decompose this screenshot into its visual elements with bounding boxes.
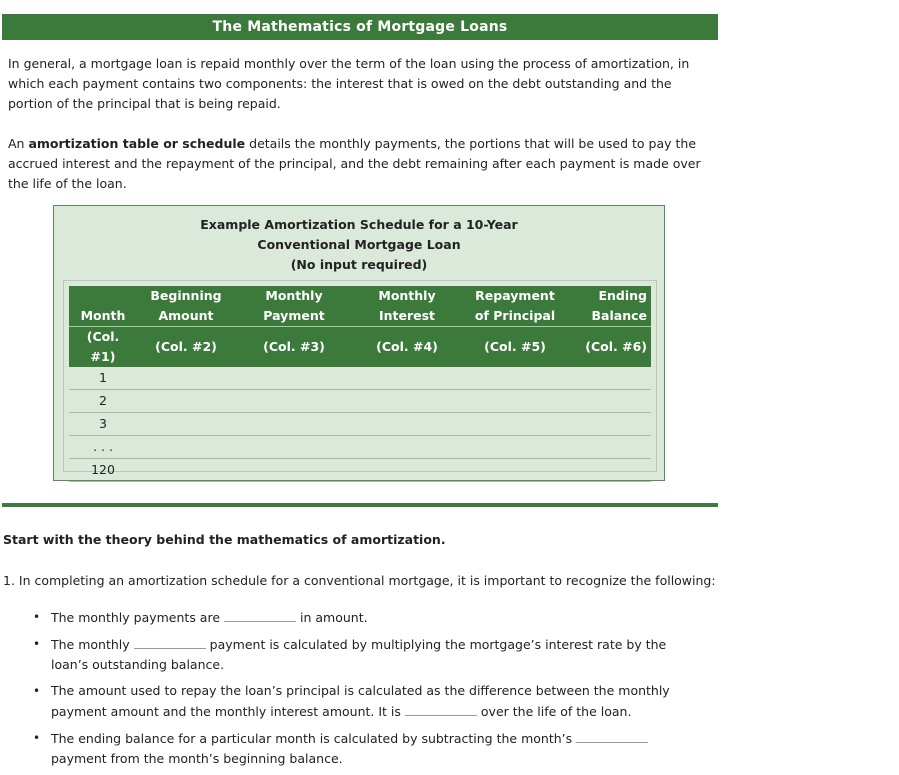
header-cell: Monthly [353, 286, 461, 306]
month-cell: 120 [69, 459, 137, 482]
p2-rest: details the monthly payments, the portions that will be used to pay the accrued interest and the repayment of the principal, and the debt remaining after each payment is made over the life of the loan. [8, 136, 701, 191]
header-cell: (Col. #1) [69, 327, 137, 368]
answer-blank-2[interactable] [134, 634, 206, 649]
answer-blank-3[interactable] [405, 701, 477, 716]
p2-bold-term: amortization table or schedule [28, 136, 246, 151]
question-text: 1. In completing an amortization schedule for a conventional mortgage, it is important to recognize the following: [3, 573, 716, 588]
table-row [69, 436, 651, 459]
bullet-text: The amount used to repay the loan’s principal is calculated as the difference between the monthly payment amount and the monthly interest amount. It is [51, 683, 670, 719]
answer-blank-1[interactable] [224, 607, 296, 622]
bullet-text: The monthly [51, 637, 130, 652]
section-heading: Start with the theory behind the mathematics of amortization. [3, 532, 446, 547]
bullet-text: over the life of the loan. [480, 704, 632, 719]
bullet-text: The monthly payments are [51, 610, 221, 625]
bullet-text: payment from the month’s beginning balance. [51, 751, 343, 766]
header-cell: (Col. #2) [137, 327, 235, 368]
intro-paragraph-1: In general, a mortgage loan is repaid monthly over the term of the loan using the process of amortization, in which each payment contains two components: the interest that is owed on the debt outstanding and the portion of the principal that is being repaid. [8, 56, 690, 111]
header-cell: (Col. #5) [461, 327, 569, 368]
header-cell: Monthly [235, 286, 353, 306]
header-cell: Balance [569, 306, 651, 327]
bullet-text: payment is calculated by multiplying the mortgage’s interest rate by the loan’s outstanding balance. [51, 637, 667, 672]
header-cell: (Col. #3) [235, 327, 353, 368]
month-cell: . . . [69, 436, 137, 459]
month-cell: 1 [69, 367, 137, 390]
header-cell: Interest [353, 306, 461, 327]
list-item [33, 728, 673, 769]
table-row [69, 459, 651, 482]
example-title-line1: Example Amortization Schedule for a 10-Year [200, 217, 518, 232]
header-cell: of Principal [461, 306, 569, 327]
header-cell: Ending [569, 286, 651, 306]
header-cell: Amount [137, 306, 235, 327]
amortization-table-frame [63, 280, 657, 477]
header-cell: Repayment [461, 286, 569, 306]
p2-prefix: An [8, 136, 29, 151]
header-cell [69, 286, 137, 306]
example-amortization-panel [53, 205, 665, 481]
list-item [33, 681, 673, 722]
example-title-line3: (No input required) [290, 257, 428, 272]
example-title [54, 215, 664, 275]
header-cell: (Col. #4) [353, 327, 461, 368]
amortization-table [69, 286, 651, 482]
section-divider [2, 503, 718, 507]
header-cell: (Col. #6) [569, 327, 651, 368]
header-cell: Payment [235, 306, 353, 327]
bullet-text: in amount. [300, 610, 368, 625]
example-title-line2: Conventional Mortgage Loan [257, 237, 461, 252]
list-item [33, 607, 673, 628]
header-cell: Month [69, 306, 137, 327]
month-cell: 3 [69, 413, 137, 436]
table-row [69, 390, 651, 413]
page-title: The Mathematics of Mortgage Loans [2, 14, 718, 40]
table-row [69, 413, 651, 436]
intro-paragraph-2 [8, 134, 712, 194]
month-cell: 2 [69, 390, 137, 413]
bullet-text: The ending balance for a particular month is calculated by subtracting the month’s [51, 731, 573, 746]
list-item [33, 634, 673, 675]
table-row [69, 367, 651, 390]
header-cell: Beginning [137, 286, 235, 306]
bullet-list [33, 607, 673, 775]
answer-blank-4[interactable] [576, 728, 648, 743]
